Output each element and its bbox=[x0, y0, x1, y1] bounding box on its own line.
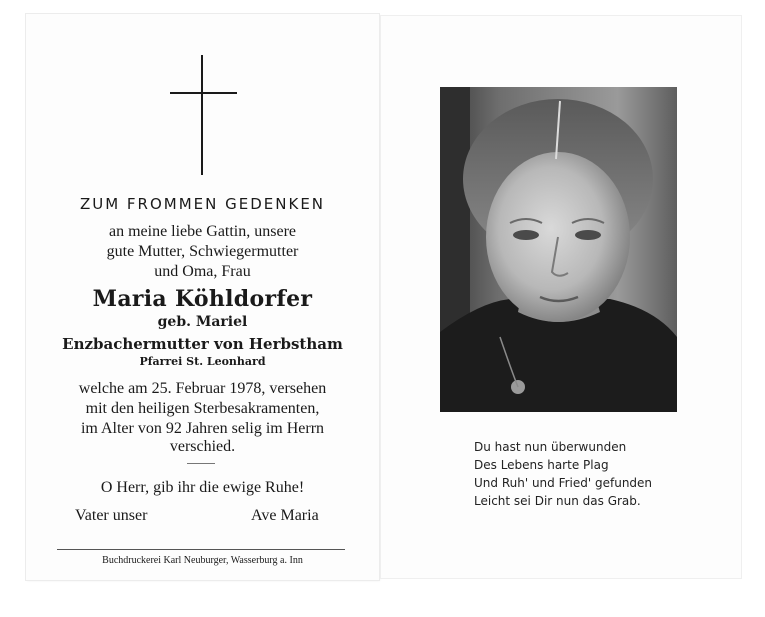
divider-short bbox=[187, 463, 215, 464]
prayer-line: O Herr, gib ihr die ewige Ruhe! bbox=[100, 479, 305, 496]
poem-line-2: Des Lebens harte Plag bbox=[474, 458, 609, 472]
intro-line-2: gute Mutter, Schwiegermutter bbox=[106, 243, 299, 260]
cross-icon-vertical bbox=[201, 55, 203, 175]
poem-line-3: Und Ruh' und Fried' gefunden bbox=[474, 476, 653, 490]
heading: ZUM FROMMEN GEDENKEN bbox=[79, 195, 326, 213]
printer-credit: Buchdruckerei Karl Neuburger, Wasserburg a. Inn bbox=[102, 555, 303, 566]
maiden-name: geb. Mariel bbox=[157, 314, 248, 330]
parish: Pfarrei St. Leonhard bbox=[139, 355, 266, 368]
body-line-2: mit den heiligen Sterbesakramenten, bbox=[85, 400, 320, 417]
body-line-3: im Alter von 92 Jahren selig im Herrn bbox=[80, 420, 325, 437]
intro-line-3: und Oma, Frau bbox=[154, 263, 251, 280]
vater-unser: Vater unser bbox=[75, 507, 148, 524]
poem bbox=[474, 438, 652, 510]
poem-line-1: Du hast nun überwunden bbox=[474, 440, 627, 454]
body-line-1: welche am 25. Februar 1978, versehen bbox=[78, 380, 327, 397]
divider-bottom bbox=[57, 549, 345, 550]
cross-icon-horizontal bbox=[170, 92, 237, 94]
portrait-photo bbox=[440, 87, 677, 412]
deceased-title: Enzbachermutter von Herbstham bbox=[62, 335, 343, 353]
intro-line-1: an meine liebe Gattin, unsere bbox=[108, 223, 297, 240]
body-line-4: verschied. bbox=[169, 438, 236, 455]
deceased-name: Maria Köhldorfer bbox=[92, 286, 313, 312]
ave-maria: Ave Maria bbox=[251, 507, 319, 524]
poem-line-4: Leicht sei Dir nun das Grab. bbox=[474, 494, 641, 508]
